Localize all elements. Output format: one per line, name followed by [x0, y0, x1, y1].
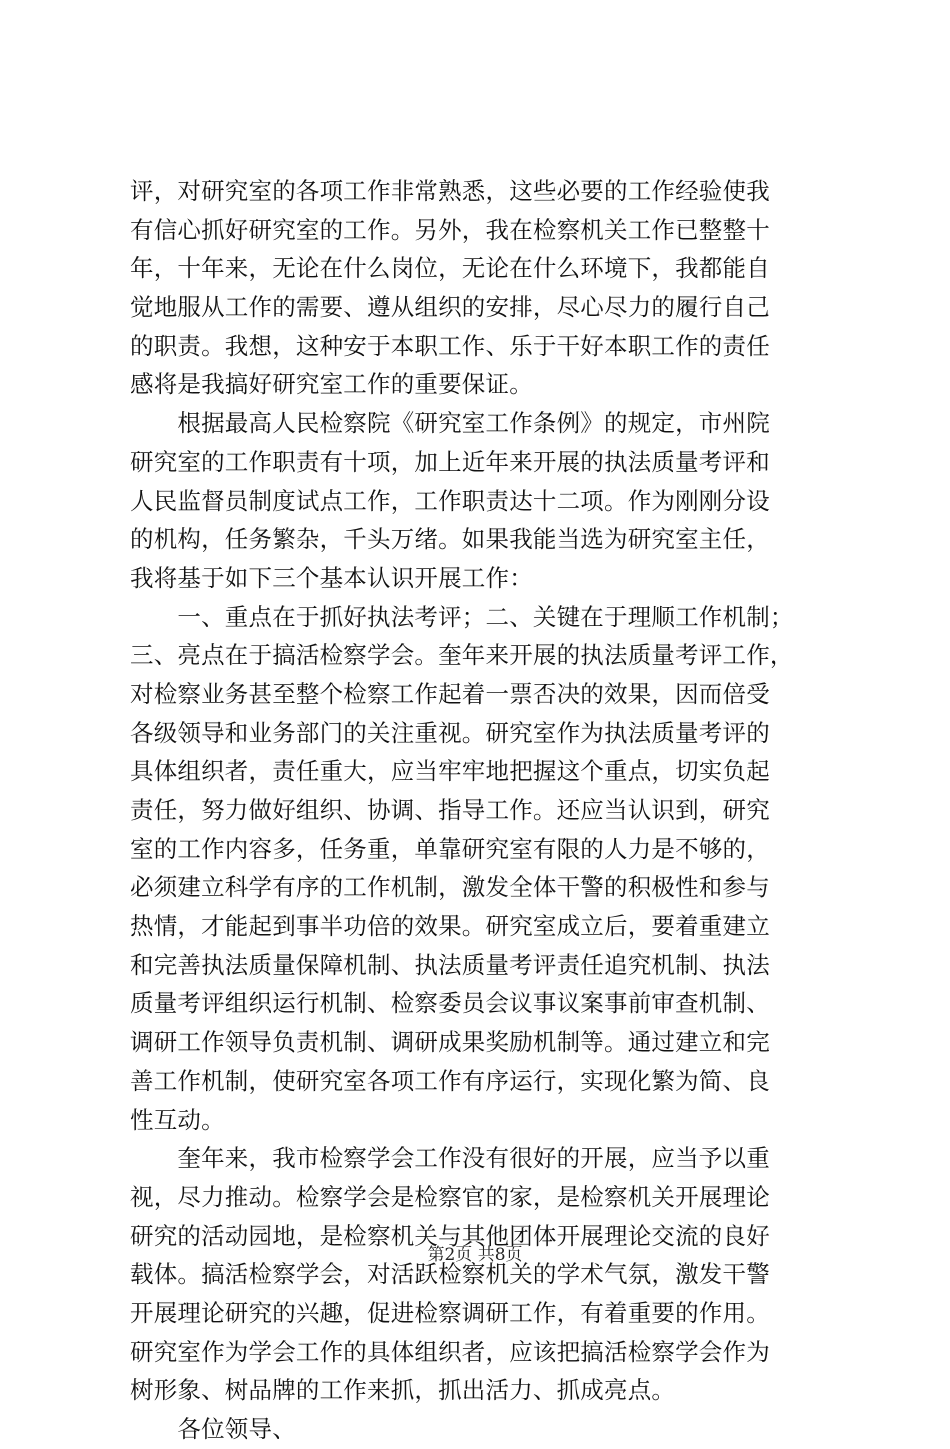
- text-line: 室的工作内容多，任务重，单靠研究室有限的人力是不够的，: [130, 834, 770, 863]
- text-line: 质量考评组织运行机制、检察委员会议事议案事前审查机制、: [130, 989, 770, 1018]
- text-line: 研究的活动园地，是检察机关与其他团体开展理论交流的良好: [130, 1221, 770, 1250]
- text-line: 年，十年来，无论在什么岗位，无论在什么环境下，我都能自: [130, 254, 770, 283]
- text-line: 载体。搞活检察学会，对活跃检察机关的学术气氛，激发干警: [130, 1260, 770, 1289]
- text-line: 觉地服从工作的需要、遵从组织的安排，尽心尽力的履行自己: [130, 293, 770, 322]
- text-line: 的机构，任务繁杂，千头万绪。如果我能当选为研究室主任，: [130, 525, 770, 554]
- text-line: 研究室的工作职责有十项，加上近年来开展的执法质量考评和: [130, 447, 770, 476]
- text-line: 人民监督员制度试点工作，工作职责达十二项。作为刚刚分设: [130, 486, 770, 515]
- text-line: 我将基于如下三个基本认识开展工作：: [130, 563, 533, 592]
- text-line: 善工作机制，使研究室各项工作有序运行，实现化繁为简、良: [130, 1066, 770, 1095]
- text-line: 对检察业务甚至整个检察工作起着一票否决的效果，因而倍受: [130, 679, 770, 708]
- page-footer: 第2页 共8页: [427, 1245, 523, 1265]
- text-line: 奎年来，我市检察学会工作没有很好的开展，应当予以重: [130, 1144, 770, 1173]
- text-line: 三、亮点在于搞活检察学会。奎年来开展的执法质量考评工作，: [130, 641, 794, 670]
- text-line: 热情，才能起到事半功倍的效果。研究室成立后，要着重建立: [130, 912, 770, 941]
- text-line: 具体组织者，责任重大，应当牢牢地把握这个重点，切实负起: [130, 757, 770, 786]
- text-line: 感将是我搞好研究室工作的重要保证。: [130, 370, 533, 399]
- text-line: 开展理论研究的兴趣，促进检察调研工作，有着重要的作用。: [130, 1298, 770, 1327]
- text-line: 研究室作为学会工作的具体组织者，应该把搞活检察学会作为: [130, 1337, 770, 1366]
- text-line: 和完善执法质量保障机制、执法质量考评责任追究机制、执法: [130, 950, 770, 979]
- text-line: 责任，努力做好组织、协调、指导工作。还应当认识到，研究: [130, 796, 770, 824]
- text-line: 视，尽力推动。检察学会是检察官的家，是检察机关开展理论: [130, 1182, 770, 1211]
- text-line: 各位领导、: [130, 1415, 296, 1443]
- text-line: 评，对研究室的各项工作非常熟悉，这些必要的工作经验使我: [130, 177, 770, 205]
- text-line: 的职责。我想，这种安于本职工作、乐于干好本职工作的责任: [130, 331, 770, 360]
- text-line: 有信心抓好研究室的工作。另外，我在检察机关工作已整整十: [130, 215, 770, 244]
- text-line: 各级领导和业务部门的关注重视。研究室作为执法质量考评的: [130, 718, 770, 747]
- text-line: 必须建立科学有序的工作机制，激发全体干警的积极性和参与: [130, 873, 770, 902]
- text-line: 一、重点在于抓好执法考评；二、关键在于理顺工作机制；: [130, 602, 794, 631]
- text-line: 根据最高人民检察院《研究室工作条例》的规定，市州院: [130, 409, 770, 438]
- text-line: 性互动。: [130, 1105, 225, 1134]
- text-line: 调研工作领导负责机制、调研成果奖励机制等。通过建立和完: [130, 1028, 770, 1057]
- text-line: 树形象、树品牌的工作来抓，抓出活力、抓成亮点。: [130, 1376, 676, 1405]
